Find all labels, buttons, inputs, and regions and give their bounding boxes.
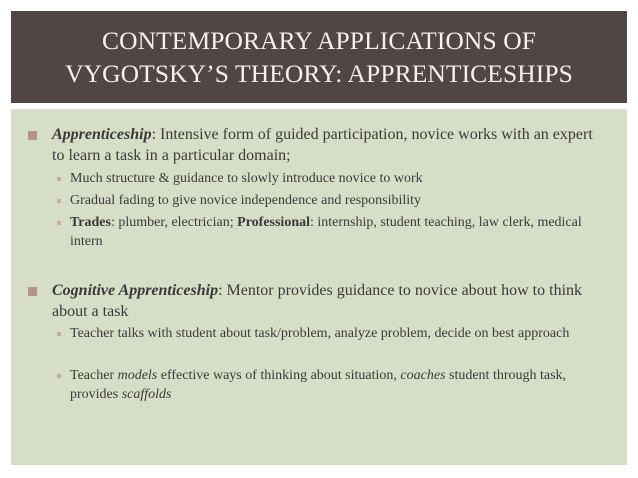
bullet-term: Apprenticeship	[52, 126, 152, 143]
sub-bullet	[57, 367, 617, 404]
emphasis-models: models	[117, 368, 158, 383]
sub-bullet	[57, 214, 617, 251]
sub-bullet-text: : plumber, electrician;	[110, 215, 238, 230]
sub-term-trades: Trades	[70, 215, 111, 230]
sub-bullet-text: student through task, provides	[70, 368, 567, 402]
sub-bullet	[57, 192, 617, 211]
emphasis-coaches: coaches	[400, 368, 446, 383]
sub-term-professional: Professional	[237, 215, 310, 230]
title-line-1: CONTEMPORARY APPLICATIONS OF	[101, 26, 537, 55]
square-bullet-icon	[28, 131, 37, 140]
title-bar	[11, 11, 627, 103]
sub-bullet-text: Teacher	[70, 368, 118, 383]
sub-bullet-text: effective ways of thinking about situation,	[157, 368, 401, 383]
bullet-apprenticeship	[28, 125, 608, 166]
content-panel	[11, 109, 627, 465]
sub-bullet	[57, 325, 617, 344]
small-square-bullet-icon	[57, 332, 61, 336]
bullet-term: Cognitive Apprenticeship	[52, 282, 219, 299]
sub-bullet-text: Teacher talks with student about task/problem, analyze problem, decide on best approach	[70, 326, 570, 341]
bullet-text: : Intensive form of guided participation, novice works with an expert to learn a task in a particular domain;	[52, 126, 593, 164]
square-bullet-icon	[28, 287, 37, 296]
title-line-2: VYGOTSKY’S THEORY: APPRENTICESHIPS	[65, 59, 573, 88]
slide-title	[65, 24, 573, 90]
small-square-bullet-icon	[57, 221, 61, 225]
bullet-text: : Mentor provides guidance to novice about how to think about a task	[52, 282, 583, 320]
sub-bullet-text: : internship, student teaching, law clerk, medical intern	[70, 215, 582, 249]
sub-bullet-text: Gradual fading to give novice independence and responsibility	[70, 193, 422, 208]
small-square-bullet-icon	[57, 177, 61, 181]
bullet-cognitive-apprenticeship	[28, 281, 608, 322]
small-square-bullet-icon	[57, 374, 61, 378]
sub-bullet-text: Much structure & guidance to slowly introduce novice to work	[70, 171, 423, 186]
sub-bullet	[57, 170, 617, 189]
emphasis-scaffolds: scaffolds	[121, 386, 172, 402]
small-square-bullet-icon	[57, 199, 61, 203]
